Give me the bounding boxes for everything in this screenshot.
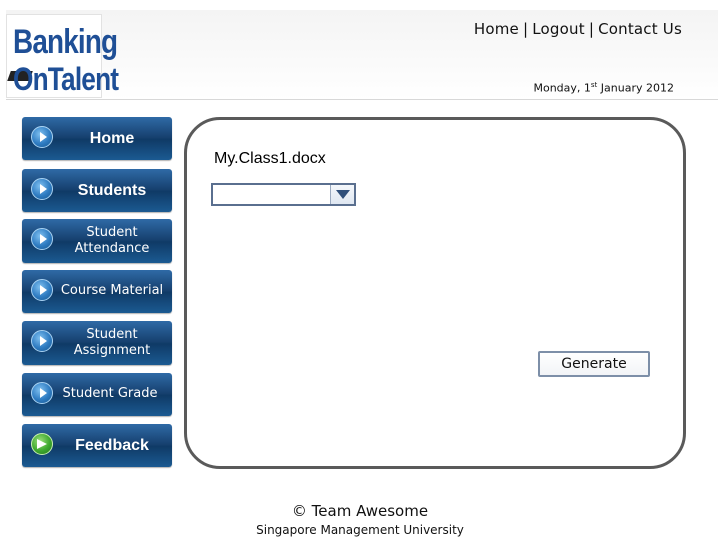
current-date (533, 81, 674, 95)
main-content-panel (184, 117, 686, 469)
arrow-right-icon (31, 178, 53, 200)
logout-link[interactable]: Logout (532, 20, 585, 38)
logo-line-1: Banking (13, 23, 118, 61)
arrow-right-icon (31, 382, 53, 404)
arrow-right-icon (31, 330, 53, 352)
arrow-right-icon (31, 279, 53, 301)
sidebar-item-student-assignment[interactable] (22, 321, 172, 365)
sidebar-item-label: Feedback (75, 436, 149, 454)
footer-organization: Singapore Management University (256, 523, 464, 537)
sidebar-item-student-grade[interactable] (22, 373, 172, 416)
link-separator: | (522, 20, 529, 38)
sidebar-item-label: Students (77, 181, 147, 199)
sidebar-item-label: Student Attendance (74, 224, 150, 256)
sidebar-item-course-material[interactable] (22, 270, 172, 313)
link-separator: | (588, 20, 595, 38)
file-name: My.Class1.docx (214, 150, 326, 167)
date-ordinal: st (590, 81, 598, 89)
home-link[interactable]: Home (473, 20, 519, 38)
banking-on-talent-logo[interactable] (6, 14, 119, 98)
sidebar-item-home[interactable] (22, 117, 172, 160)
arrow-right-green-icon (31, 433, 53, 455)
sidebar-item-label: Student Assignment (73, 326, 151, 358)
generate-button[interactable]: Generate (538, 351, 650, 377)
footer-copyright: © Team Awesome (291, 502, 429, 520)
logo-line-2: OnTalent (13, 61, 119, 97)
date-rest: January 2012 (597, 81, 674, 95)
class-select-dropdown[interactable] (211, 183, 356, 206)
sidebar-item-feedback[interactable] (22, 424, 172, 467)
top-nav-links (474, 20, 682, 38)
sidebar-item-label: Home (89, 129, 135, 147)
sidebar-item-label: Course Material (60, 283, 164, 299)
contact-us-link[interactable]: Contact Us (598, 20, 682, 38)
chevron-down-icon[interactable] (330, 185, 354, 204)
arrow-right-icon (31, 126, 53, 148)
sidebar-item-students[interactable] (22, 169, 172, 212)
arrow-right-icon (31, 228, 53, 250)
sidebar-item-label: Student Grade (62, 386, 158, 402)
date-day: Monday, 1 (533, 81, 591, 95)
sidebar-item-student-attendance[interactable] (22, 219, 172, 263)
